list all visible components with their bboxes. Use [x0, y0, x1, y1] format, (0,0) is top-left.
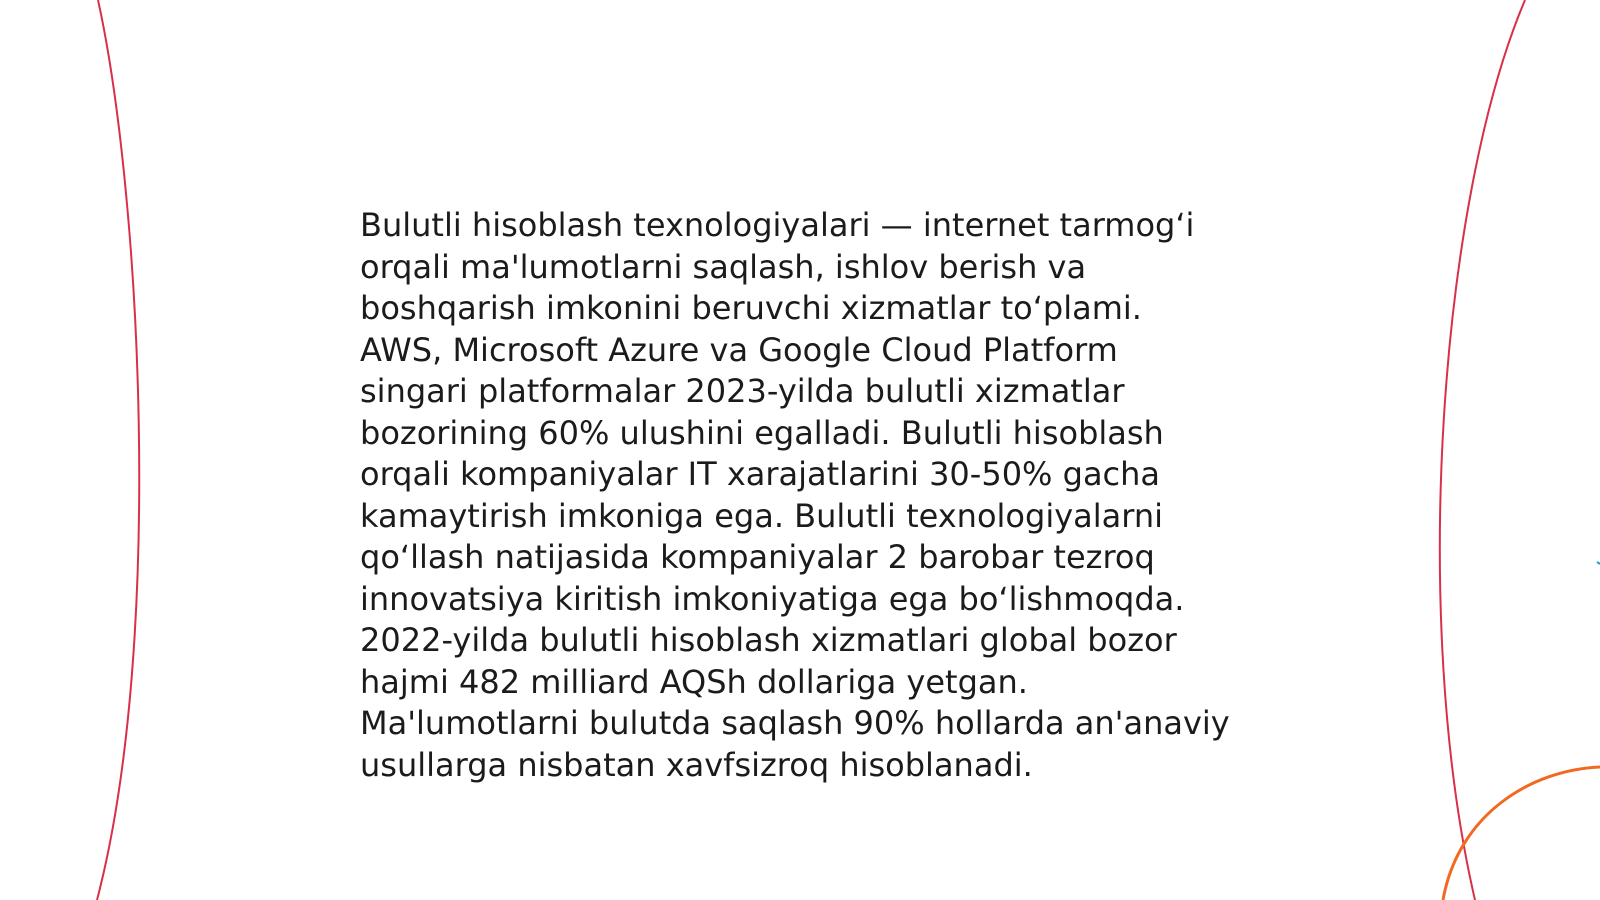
- paragraph-line: orqali kompaniyalar IT xarajatlarini 30-50% gacha: [360, 455, 1161, 493]
- paragraph-line: Bulutli hisoblash texnologiyalari — internet tarmog‘i: [360, 206, 1195, 244]
- paragraph-line: usullarga nisbatan xavfsizroq hisoblanadi.: [360, 745, 1033, 784]
- paragraph-line: 2022-yilda bulutli hisoblash xizmatlari global bozor: [360, 621, 1177, 659]
- paragraph-line: kamaytirish imkoniga ega. Bulutli texnologiyalarni: [360, 496, 1164, 535]
- paragraph-line: singari platformalar 2023-yilda bulutli xizmatlar: [360, 372, 1125, 410]
- paragraph-line: qo‘llash natijasida kompaniyalar 2 barobar tezroq: [360, 538, 1155, 576]
- paragraph-line: hajmi 482 milliard AQSh dollariga yetgan.: [360, 662, 1028, 701]
- paragraph-line: AWS, Microsoft Azure va Google Cloud Platform: [360, 330, 1118, 369]
- body-paragraph: [360, 205, 1260, 786]
- paragraph-line: orqali ma'lumotlarni saqlash, ishlov berish va: [360, 247, 1087, 286]
- paragraph-line: Ma'lumotlarni bulutda saqlash 90% hollarda an'anaviy: [360, 704, 1230, 742]
- paragraph-line: boshqarish imkonini beruvchi xizmatlar to‘plami.: [360, 289, 1142, 327]
- left-curve: [97, 0, 139, 900]
- paragraph-line: bozorining 60% ulushini egalladi. Bulutli hisoblash: [360, 413, 1164, 452]
- orange-arc: [1443, 767, 1600, 900]
- paragraph-line: innovatsiya kiritish imkoniyatiga ega bo‘lishmoqda.: [360, 579, 1185, 618]
- right-curve: [1440, 0, 1525, 900]
